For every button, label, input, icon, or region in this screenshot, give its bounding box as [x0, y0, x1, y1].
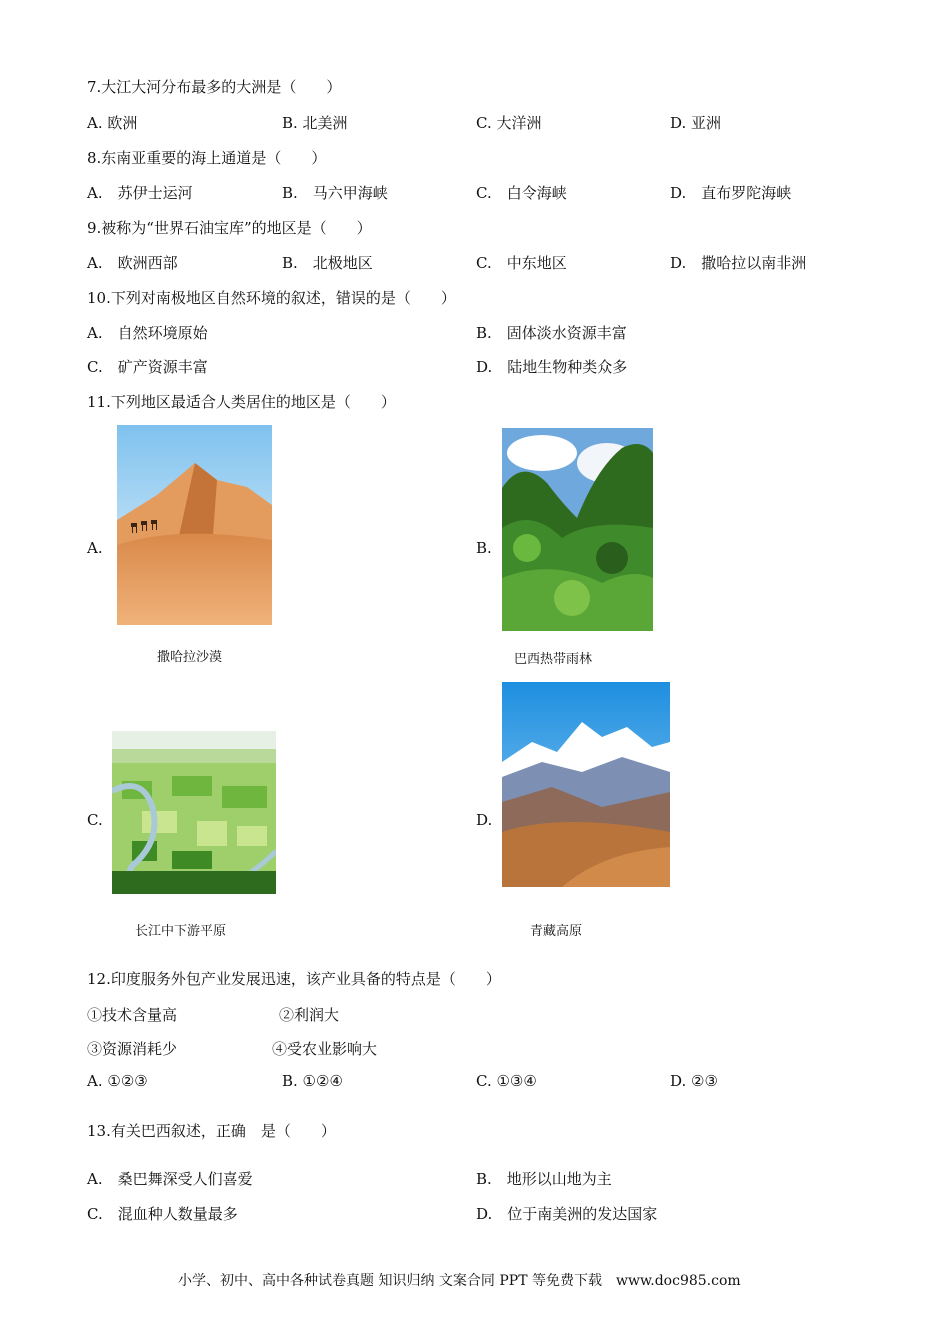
question-9-stem: 9.被称为“世界石油宝库”的地区是（ ）	[87, 219, 372, 237]
question-13-option-d: D. 位于南美洲的发达国家	[476, 1205, 658, 1223]
question-8-stem: 8.东南亚重要的海上通道是（ ）	[87, 149, 327, 167]
sahara-desert-image	[117, 425, 272, 625]
brazil-rainforest-image	[502, 428, 653, 631]
question-11-option-d-letter: D.	[476, 811, 493, 829]
yangtze-plain-image	[112, 731, 276, 894]
question-8-option-b: B. 马六甲海峡	[282, 184, 388, 202]
question-12-item-3: ③资源消耗少	[87, 1040, 178, 1058]
question-9-option-b: B. 北极地区	[282, 254, 373, 272]
tibetan-plateau-image	[502, 682, 670, 887]
question-11-option-a-caption: 撒哈拉沙漠	[157, 650, 223, 665]
question-12-stem: 12.印度服务外包产业发展迅速，该产业具备的特点是（ ）	[87, 970, 501, 988]
question-11-option-d-caption: 青藏高原	[530, 924, 583, 939]
question-10-option-b: B. 固体淡水资源丰富	[476, 324, 627, 342]
question-12-option-a: A. ①②③	[87, 1072, 148, 1090]
question-7-option-c: C. 大洋洲	[476, 114, 542, 132]
question-13-option-b: B. 地形以山地为主	[476, 1170, 612, 1188]
page-footer: 小学、初中、高中各种试卷真题 知识归纳 文案合同 PPT 等免费下载 www.doc985.com	[178, 1273, 741, 1289]
question-7-option-b: B. 北美洲	[282, 114, 348, 132]
question-11-option-b-letter: B.	[476, 539, 492, 557]
question-7-option-d: D. 亚洲	[670, 114, 722, 132]
question-10-option-a: A. 自然环境原始	[87, 324, 208, 342]
question-11-option-a-letter: A.	[87, 539, 103, 557]
question-12-option-c: C. ①③④	[476, 1072, 537, 1090]
question-13-stem: 13.有关巴西叙述，正确 是（ ）	[87, 1122, 336, 1140]
question-9-option-d: D. 撒哈拉以南非洲	[670, 254, 807, 272]
question-9-option-a: A. 欧洲西部	[87, 254, 178, 272]
question-11-option-c-caption: 长江中下游平原	[135, 924, 227, 939]
question-11-option-c-letter: C.	[87, 811, 103, 829]
question-7-stem: 7.大江大河分布最多的大洲是（ ）	[87, 78, 342, 96]
question-13-option-a: A. 桑巴舞深受人们喜爱	[87, 1170, 253, 1188]
question-12-item-1: ①技术含量高	[87, 1006, 178, 1024]
question-12-item-2: ②利润大	[279, 1006, 340, 1024]
question-10-stem: 10.下列对南极地区自然环境的叙述，错误的是（ ）	[87, 289, 456, 307]
question-12-option-d: D. ②③	[670, 1072, 718, 1090]
question-7-option-a: A. 欧洲	[87, 114, 138, 132]
question-10-option-d: D. 陆地生物种类众多	[476, 358, 628, 376]
question-8-option-a: A. 苏伊士运河	[87, 184, 193, 202]
question-13-option-c: C. 混血种人数量最多	[87, 1205, 238, 1223]
question-8-option-c: C. 白令海峡	[476, 184, 567, 202]
question-10-option-c: C. 矿产资源丰富	[87, 358, 208, 376]
question-12-item-4: ④受农业影响大	[272, 1040, 378, 1058]
question-11-option-b-caption: 巴西热带雨林	[514, 652, 593, 667]
question-8-option-d: D. 直布罗陀海峡	[670, 184, 792, 202]
question-12-option-b: B. ①②④	[282, 1072, 343, 1090]
question-9-option-c: C. 中东地区	[476, 254, 567, 272]
question-11-stem: 11.下列地区最适合人类居住的地区是（ ）	[87, 393, 396, 411]
